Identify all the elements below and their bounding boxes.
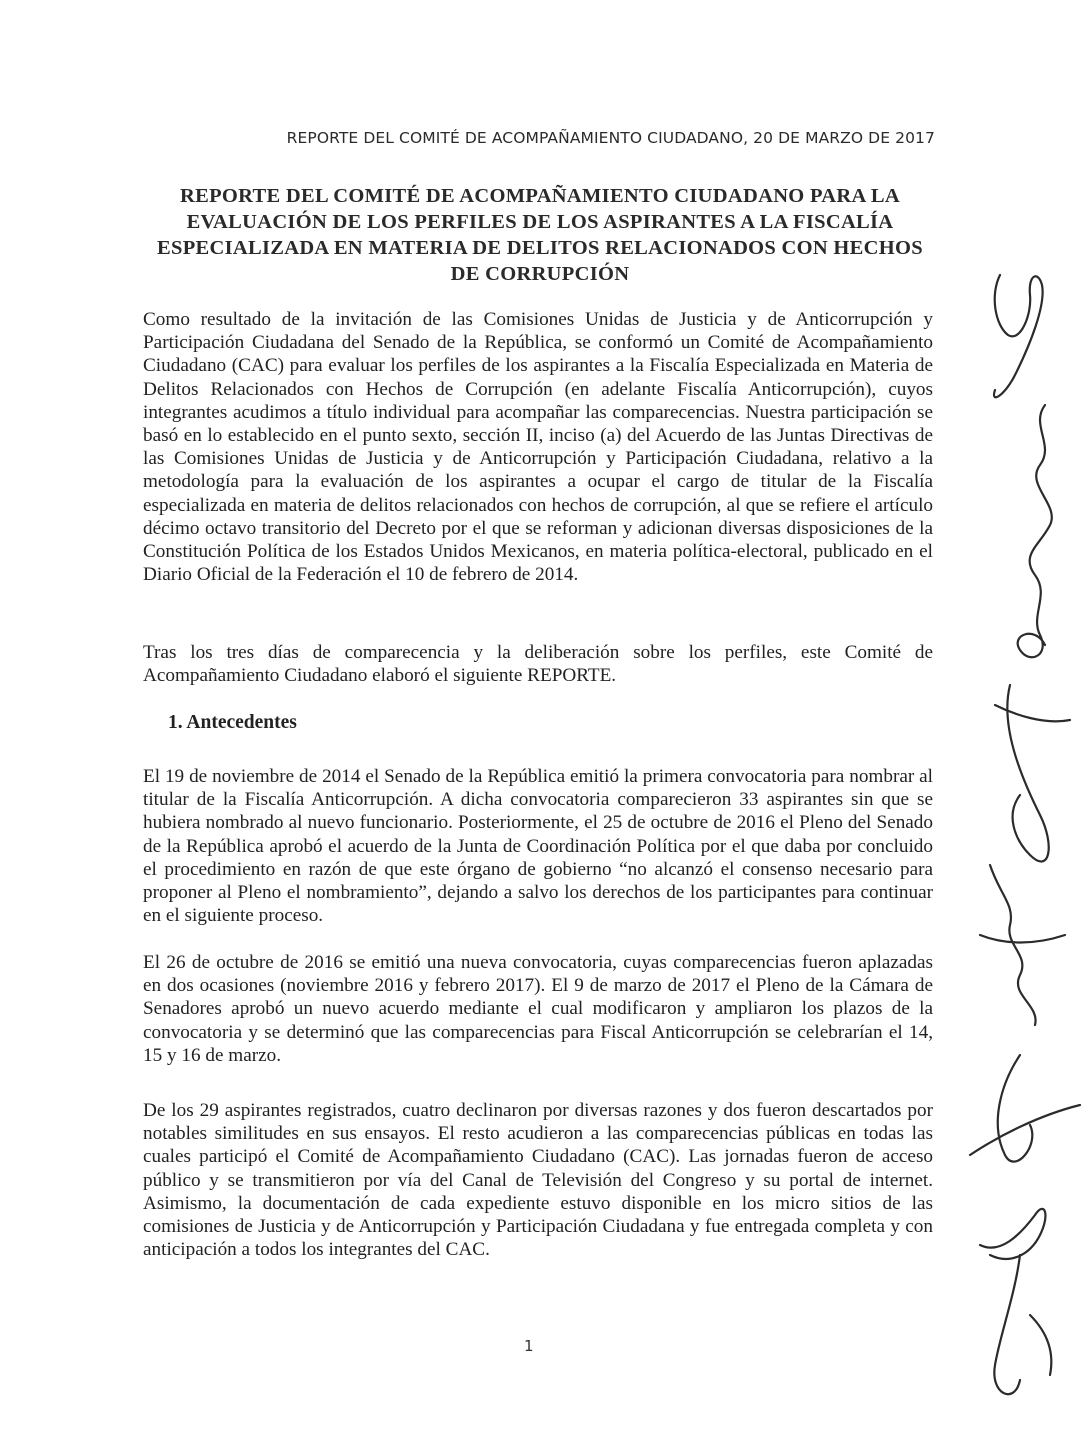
body-paragraph: El 19 de noviembre de 2014 el Senado de la República emitió la primera convocatoria para nombrar al titular de la Fiscalía Anticorrupción. A dicha convocatoria comparecieron 33 aspirantes sin que se hubiera nombrado al nuevo funcionario. Posteriormente, el 25 de octubre de 2016 el Pleno del Senado de la República aprobó el acuerdo de la Junta de Coordinación Política por el que daba por concluido el procedimiento en razón de que este órgano de gobierno “no alcanzó el consenso necesario para proponer al Pleno el nombramiento”, dejando a salvo los derechos de los participantes para continuar en el siguiente proceso. (143, 766, 933, 927)
signature (980, 1209, 1045, 1394)
page-number: 1 (524, 1337, 534, 1355)
body-paragraph: El 26 de octubre de 2016 se emitió una nueva convocatoria, cuyas comparecencias fueron aplazadas en dos ocasiones (noviembre 2016 y febrero 2017). El 9 de marzo de 2017 el Pleno de la Cámara de Senadores aprobó un nuevo acuerdo mediante el cual modificaron y ampliaron los plazos de la convocatoria y se determinó que las comparecencias para Fiscal Anticorrupción se celebrarían el 14, 15 y 16 de marzo. (143, 952, 933, 1066)
intro-paragraph: Como resultado de la invitación de las Comisiones Unidas de Justicia y de Anticorrupción y Participación Ciudadana del Senado de la República, se conformó un Comité de Acompañamiento Ciudadano (CAC) para evaluar los perfiles de los aspirantes a la Fiscalía Especializada en Materia de Delitos Relacionados con Hechos de Corrupción (en adelante Fiscalía Anticorrupción), cuyos integrantes acudimos a título individual para acompañar las comparecencias. Nuestra participación se basó en lo establecido en el punto sexto, sección II, inciso (a) del Acuerdo de las Juntas Directivas de las Comisiones Unidas de Justicia y de Anticorrupción y Participación Ciudadana, relativo a la metodología para la evaluación de los aspirantes a ocupar el cargo de titular de la Fiscalía especializada en materia de delitos relacionados con hechos de corrupción, al que se refiere el artículo décimo octavo transitorio del Decreto por el que se reforman y adicionan diversas disposiciones de la Constitución Política de los Estados Unidos Mexicanos, en materia política-electoral, publicado en el Diario Oficial de la Federación el 10 de febrero de 2014. (143, 309, 933, 586)
document-title (140, 183, 940, 287)
title-line: REPORTE DEL COMITÉ DE ACOMPAÑAMIENTO CIUDADANO PARA LA (180, 185, 900, 207)
signature (994, 275, 1043, 397)
title-line: ESPECIALIZADA EN MATERIA DE DELITOS RELACIONADOS CON HECHOS (157, 237, 923, 259)
title-line: DE CORRUPCIÓN (450, 263, 630, 285)
signature (970, 1055, 1080, 1162)
body-paragraph: Tras los tres días de comparecencia y la deliberación sobre los perfiles, este Comité de Acompañamiento Ciudadano elaboró el siguiente REPORTE. (143, 642, 933, 687)
signature (1030, 1315, 1051, 1375)
handwritten-signatures (960, 255, 1088, 1435)
section-heading: 1. Antecedentes (168, 712, 297, 733)
signature (995, 685, 1070, 861)
running-header: REPORTE DEL COMITÉ DE ACOMPAÑAMIENTO CIUDADANO, 20 DE MARZO DE 2017 (286, 129, 935, 147)
body-paragraph: De los 29 aspirantes registrados, cuatro declinaron por diversas razones y dos fueron descartados por notables similitudes en sus ensayos. El resto acudieron a las comparecencias públicas en todas las cuales participó el Comité de Acompañamiento Ciudadano (CAC). Las jornadas fueron de acceso público y se transmitieron por vía del Canal de Televisión del Congreso y su portal de internet. Asimismo, la documentación de cada expediente estuvo disponible en los micro sitios de las comisiones de Justicia y de Anticorrupción y Participación Ciudadana y fue entregada completa y con anticipación a todos los integrantes del CAC. (143, 1100, 933, 1261)
signature (1018, 405, 1052, 657)
signature (980, 865, 1065, 1025)
title-line: EVALUACIÓN DE LOS PERFILES DE LOS ASPIRANTES A LA FISCALÍA (186, 211, 894, 233)
